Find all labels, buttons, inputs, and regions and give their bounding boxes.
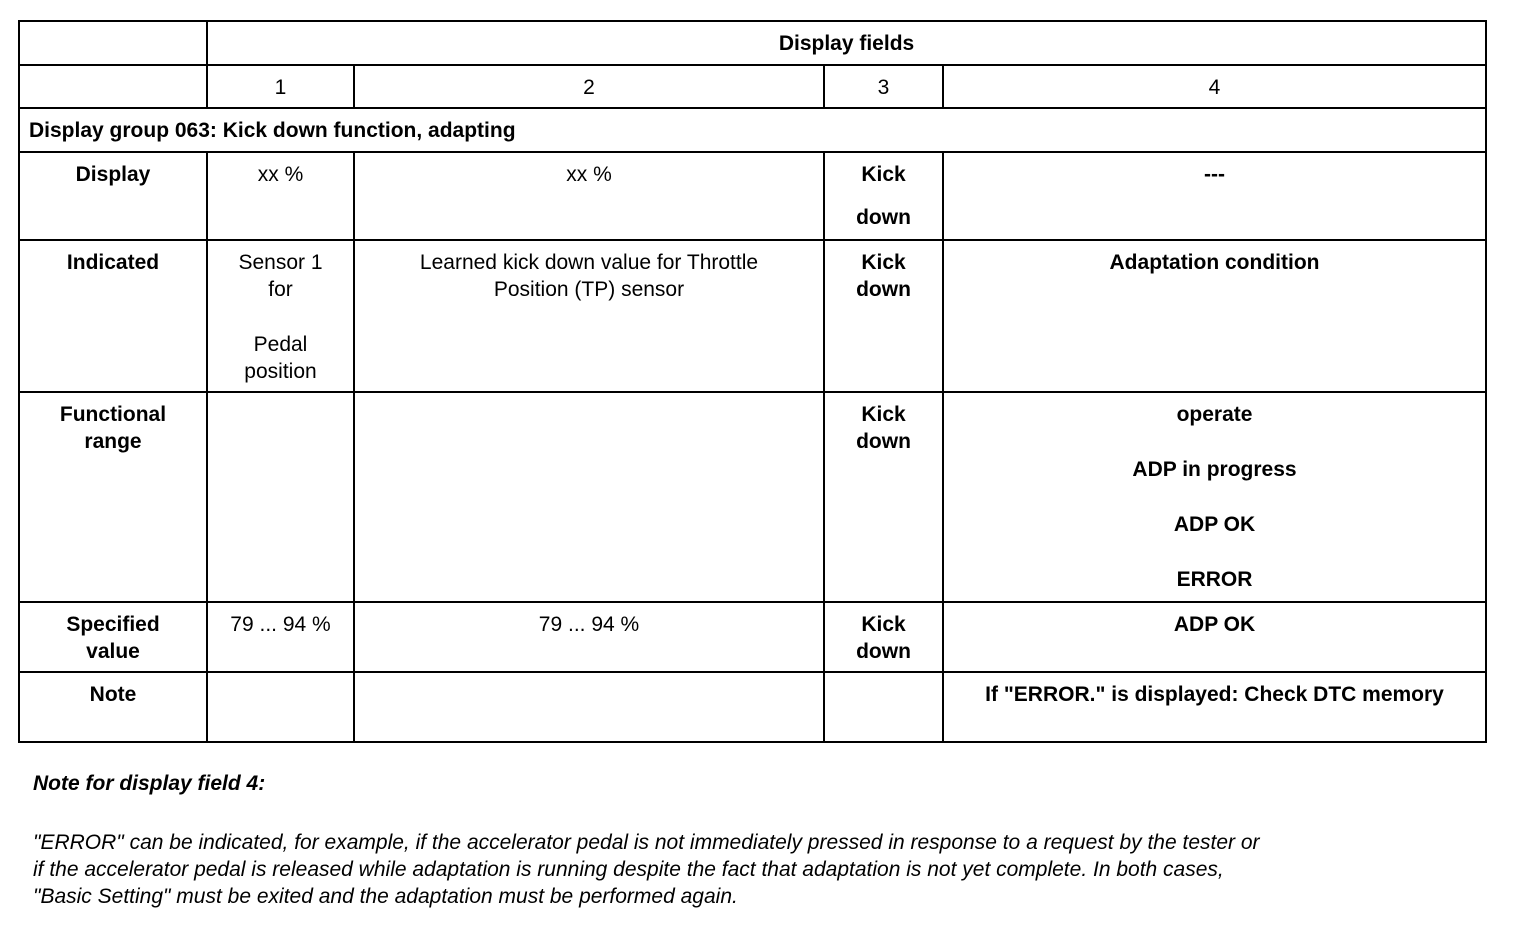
indicated-field-2	[354, 240, 824, 392]
note-field-4: If "ERROR." is displayed: Check DTC memory	[943, 672, 1486, 742]
footnote	[33, 770, 1473, 910]
indicated-field-1-line2: for	[268, 278, 293, 301]
footnote-line-2: if the accelerator pedal is released while adaptation is running despite the fact that adaptation is not yet complete. In both cases,	[33, 858, 1224, 881]
row-functional-range	[19, 392, 1486, 602]
indicated-field-2-line2: Position (TP) sensor	[493, 278, 685, 301]
functional-range-field-1	[207, 392, 354, 602]
display-fields-header: Display fields	[207, 21, 1486, 65]
field-number-2: 2	[354, 65, 824, 108]
functional-range-item: ADP in progress	[1132, 458, 1297, 481]
footnote-line-1: "ERROR" can be indicated, for example, if the accelerator pedal is not immediately pressed in response to a request by the tester or	[33, 831, 1260, 854]
group-title: Display group 063: Kick down function, adapting	[19, 108, 1486, 152]
field-number-3: 3	[824, 65, 943, 108]
indicated-field-1	[207, 240, 354, 392]
display-field-3-line2: down	[856, 206, 911, 229]
functional-range-item: ERROR	[1176, 568, 1253, 591]
row-note	[19, 672, 1486, 742]
footnote-title: Note for display field 4:	[33, 772, 266, 795]
header-empty-cell	[19, 65, 207, 108]
functional-range-item: operate	[1176, 403, 1253, 426]
note-field-1	[207, 672, 354, 742]
row-indicated	[19, 240, 1486, 392]
display-field-2: xx %	[354, 152, 824, 240]
header-row-display-fields	[19, 21, 1486, 65]
specified-value-field-3	[824, 602, 943, 672]
functional-range-field-3-line2: down	[856, 430, 911, 453]
specified-value-label-line1: Specified	[66, 613, 160, 636]
row-label-display: Display	[19, 152, 207, 240]
field-number-1: 1	[207, 65, 354, 108]
indicated-field-1-line3: Pedal	[253, 333, 308, 356]
specified-value-field-1: 79 ... 94 %	[207, 602, 354, 672]
indicated-field-3-line2: down	[856, 278, 911, 301]
indicated-field-4: Adaptation condition	[943, 240, 1486, 392]
indicated-field-3-line1: Kick	[861, 251, 906, 274]
note-field-3	[824, 672, 943, 742]
row-label-indicated: Indicated	[19, 240, 207, 392]
note-field-2	[354, 672, 824, 742]
header-empty-cell	[19, 21, 207, 65]
display-field-4: ---	[943, 152, 1486, 240]
display-field-1: xx %	[207, 152, 354, 240]
row-display	[19, 152, 1486, 240]
indicated-field-1-line1: Sensor 1	[238, 251, 323, 274]
indicated-field-3	[824, 240, 943, 392]
row-label-specified-value	[19, 602, 207, 672]
row-label-functional-range	[19, 392, 207, 602]
indicated-field-2-line1: Learned kick down value for Throttle	[419, 251, 759, 274]
specified-value-field-2: 79 ... 94 %	[354, 602, 824, 672]
footnote-line-3: "Basic Setting" must be exited and the adaptation must be performed again.	[33, 885, 738, 908]
display-field-3	[824, 152, 943, 240]
display-field-3-line1: Kick	[861, 163, 906, 186]
specified-value-field-4: ADP OK	[943, 602, 1486, 672]
group-title-row	[19, 108, 1486, 152]
functional-range-field-2	[354, 392, 824, 602]
specified-value-field-3-line2: down	[856, 640, 911, 663]
functional-range-field-3	[824, 392, 943, 602]
functional-range-field-4	[943, 392, 1486, 602]
specified-value-field-3-line1: Kick	[861, 613, 906, 636]
field-number-4: 4	[943, 65, 1486, 108]
specified-value-label-line2: value	[86, 640, 140, 663]
functional-range-field-3-line1: Kick	[861, 403, 906, 426]
functional-range-label-line2: range	[84, 430, 142, 453]
header-row-field-numbers	[19, 65, 1486, 108]
indicated-field-1-line4: position	[244, 360, 317, 383]
row-label-note: Note	[19, 672, 207, 742]
display-group-table	[18, 20, 1487, 743]
spacer	[214, 303, 347, 331]
row-specified-value	[19, 602, 1486, 672]
functional-range-label-line1: Functional	[59, 403, 167, 426]
functional-range-item: ADP OK	[1173, 513, 1256, 536]
display-field-3-text	[831, 153, 936, 239]
